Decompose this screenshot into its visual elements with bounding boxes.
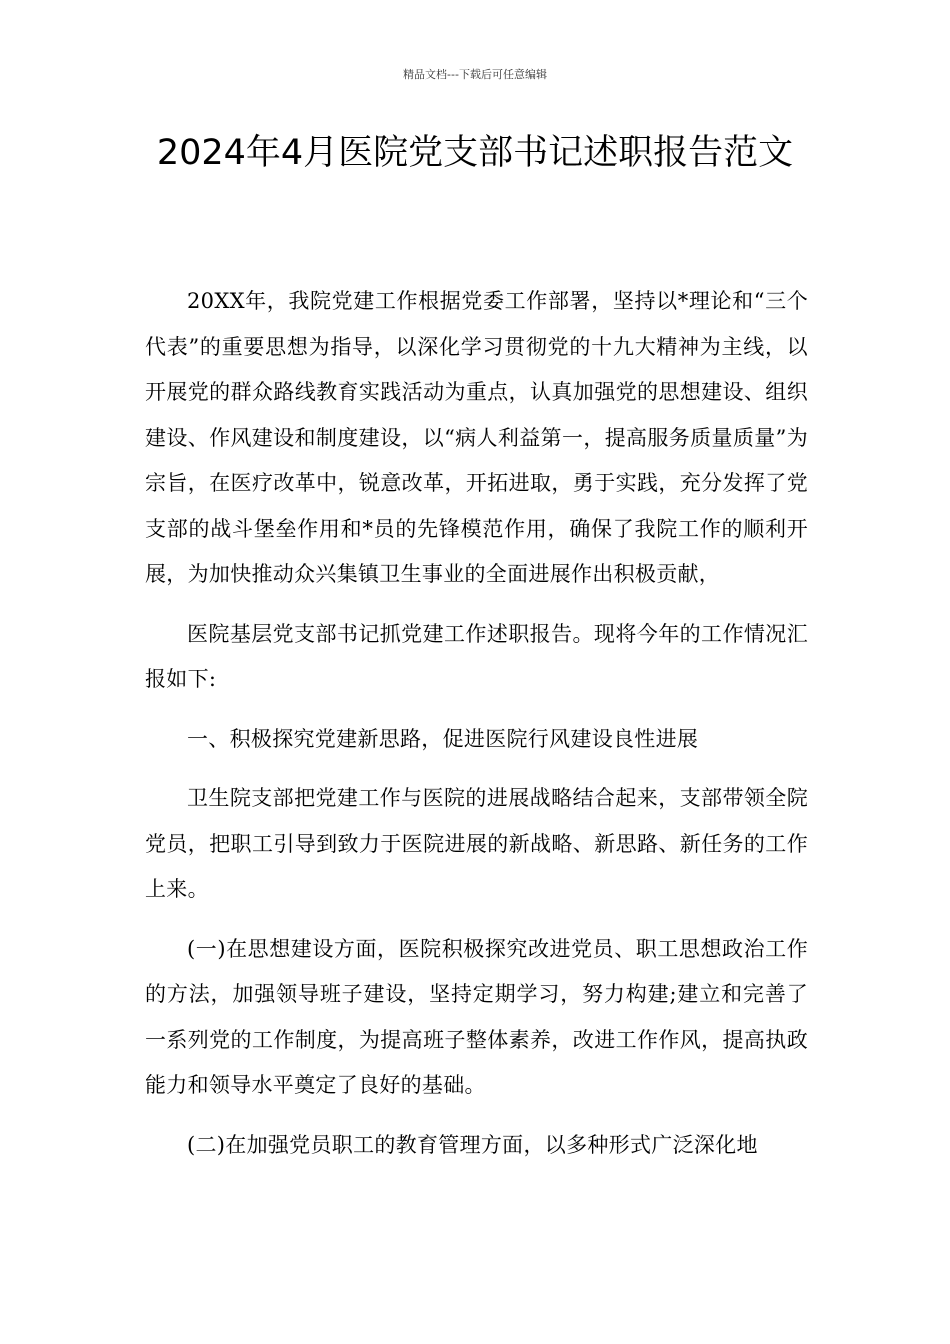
header-note: 精品文档---下载后可任意编辑 (403, 68, 547, 81)
paragraph: 20XX年，我院党建工作根据党委工作部署，坚持以*理论和“三个代表”的重要思想为指导，以深化学习贯彻党的十九大精神为主线，以开展党的群众路线教育实践活动为重点，认真加强党的思想建设、组织建设、作风建设和制度建设，以“病人利益第一，提高服务质量质量”为宗旨，在医疗改革中，锐意改革，开拓进取，勇于实践，充分发挥了党支部的战斗堡垒作用和*员的先锋模范作用，确保了我院工作的顺利开展，为加快推动众兴集镇卫生事业的全面进展作出积极贡献， (145, 289, 808, 586)
document-body (145, 279, 808, 1182)
paragraph: (二)在加强党员职工的教育管理方面，以多种形式广泛深化地 (187, 1132, 758, 1157)
document-title: 2024年4月医院党支部书记述职报告范文 (156, 133, 794, 173)
section-heading: 一、积极探究党建新思路，促进医院行风建设良性进展 (187, 726, 699, 751)
paragraph: (一)在思想建设方面，医院积极探究改进党员、职工思想政治工作的方法，加强领导班子建设，坚持定期学习，努力构建;建立和完善了一系列党的工作制度，为提高班子整体素养，改进工作作风，提高执政能力和领导水平奠定了良好的基础。 (145, 936, 808, 1097)
paragraph: 卫生院支部把党建工作与医院的进展战略结合起来，支部带领全院党员，把职工引导到致力于医院进展的新战略、新思路、新任务的工作上来。 (145, 786, 808, 901)
paragraph: 医院基层党支部书记抓党建工作述职报告。现将今年的工作情况汇报如下: (145, 621, 808, 691)
